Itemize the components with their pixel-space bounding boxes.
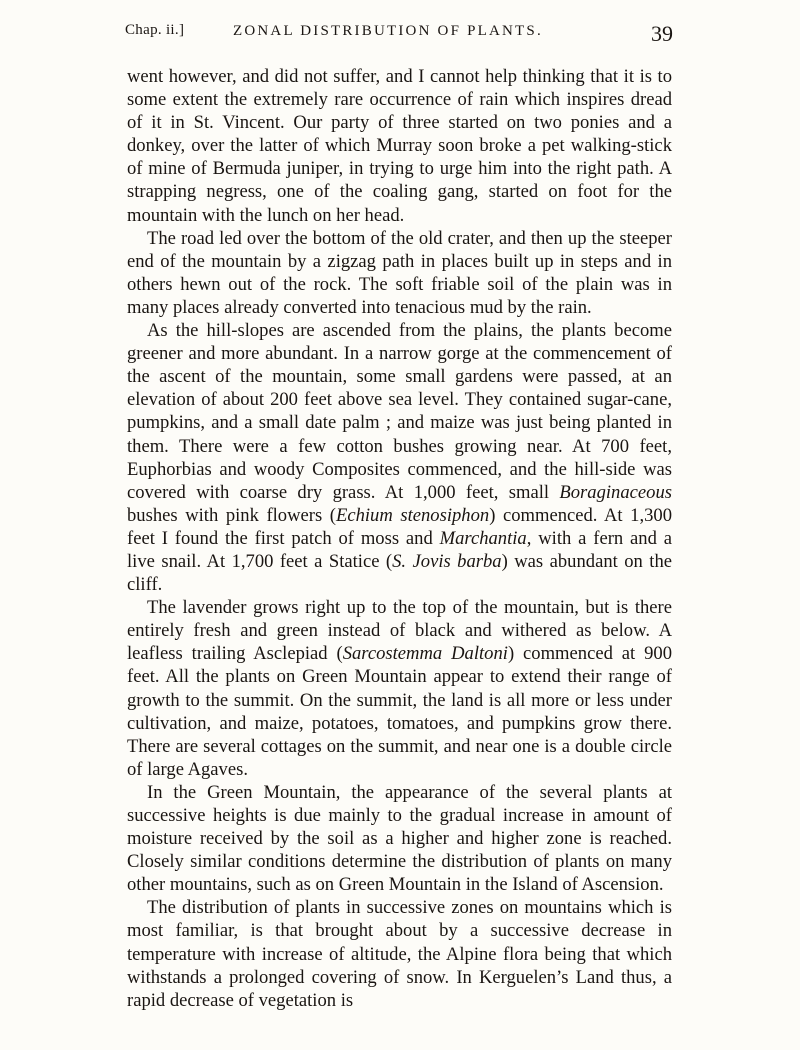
body-text <box>127 65 672 1012</box>
paragraph-1 <box>127 65 672 227</box>
text-run: bushes with pink flowers ( <box>127 504 336 526</box>
text-run: In the Green Mountain, the appearance of the several plants at successive heights is due mainly to the gradual increase in amount of moisture received by the soil as a higher and higher zone is reached. Closely similar conditions determine the distribution of plants on many other mountains, such as on Green Mountain in the Island of Ascension. <box>127 781 672 896</box>
paragraph-5 <box>127 781 672 896</box>
paragraph-4 <box>127 596 672 781</box>
paragraph-2 <box>127 227 672 319</box>
paragraph-3 <box>127 319 672 596</box>
text-run: The lavender grows right up to the top of the mountain, but is there entirely fresh and green instead of black and withered as below. A leafless trailing Asclepiad ( <box>127 597 672 665</box>
chapter-label: Chap. ii.] <box>125 22 185 38</box>
italic-taxon-boraginaceous: Boraginaceous <box>559 481 672 503</box>
italic-taxon-statice: S. Jovis barba <box>392 550 502 572</box>
italic-taxon-marchantia: Marchantia <box>439 527 527 549</box>
text-run: ) was abundant on the cliff. <box>127 550 672 596</box>
text-run: ) commenced at 900 feet. All the plants on Green Mountain appear to extend their range of growth to the summit. On the summit, the land is all more or less under cultivation, and maize, potatoes, tomatoes, and pumpkins grow there. There are several cottages on the summit, and near one is a double circle of large Agaves. <box>127 643 672 780</box>
text-run: , with a fern and a live snail. At 1,700 feet a Statice ( <box>127 527 672 572</box>
text-run: The road led over the bottom of the old crater, and then up the steeper end of the mountain by a zigzag path in places built up in steps and in others hewn out of the rock. The soft friable soil of the plain was in many places already converted into tenacious mud by the rain. <box>127 227 672 318</box>
text-run: went however, and did not suffer, and I cannot help thinking that it is to some extent the extremely rare occurrence of rain which inspires dread of it in St. Vincent. Our party of three started on two ponies and a donkey, over the latter of which Murray soon broke a pet walking-stick of mine of Bermuda juniper, in trying to urge him into the right path. A strapping negress, one of the coaling gang, started on foot for the mountain with the lunch on her head. <box>127 66 672 226</box>
paragraph-6 <box>127 896 672 1011</box>
text-run: ) commenced. At 1,300 feet I found the first patch of moss and <box>127 504 672 549</box>
italic-taxon-echium: Echium stenosiphon <box>335 504 490 526</box>
running-header <box>125 22 673 52</box>
page-number: 39 <box>651 21 673 46</box>
text-run: As the hill-slopes are ascended from the plains, the plants become greener and more abundant. In a narrow gorge at the commencement of the ascent of the mountain, some small gardens were passed, at an elevation of about 200 feet above sea level. They contained sugar-cane, pumpkins, and a small date palm ; and maize was just being planted in them. There were a few cotton bushes growing near. At 700 feet, Euphorbias and woody Composites commenced, and the hill-side was covered with coarse dry grass. At 1,000 feet, small <box>127 320 672 503</box>
italic-taxon-sarcostemma: Sarcostemma Daltoni <box>342 643 508 665</box>
running-title: ZONAL DISTRIBUTION OF PLANTS. <box>233 23 543 39</box>
text-run: The distribution of plants in successive zones on mountains which is most familiar, is that brought about by a successive decrease in temperature with increase of altitude, the Alpine flora being that which withstands a prolonged covering of snow. In Kerguelen’s Land thus, a rapid decrease of vegetation is <box>127 897 672 1011</box>
